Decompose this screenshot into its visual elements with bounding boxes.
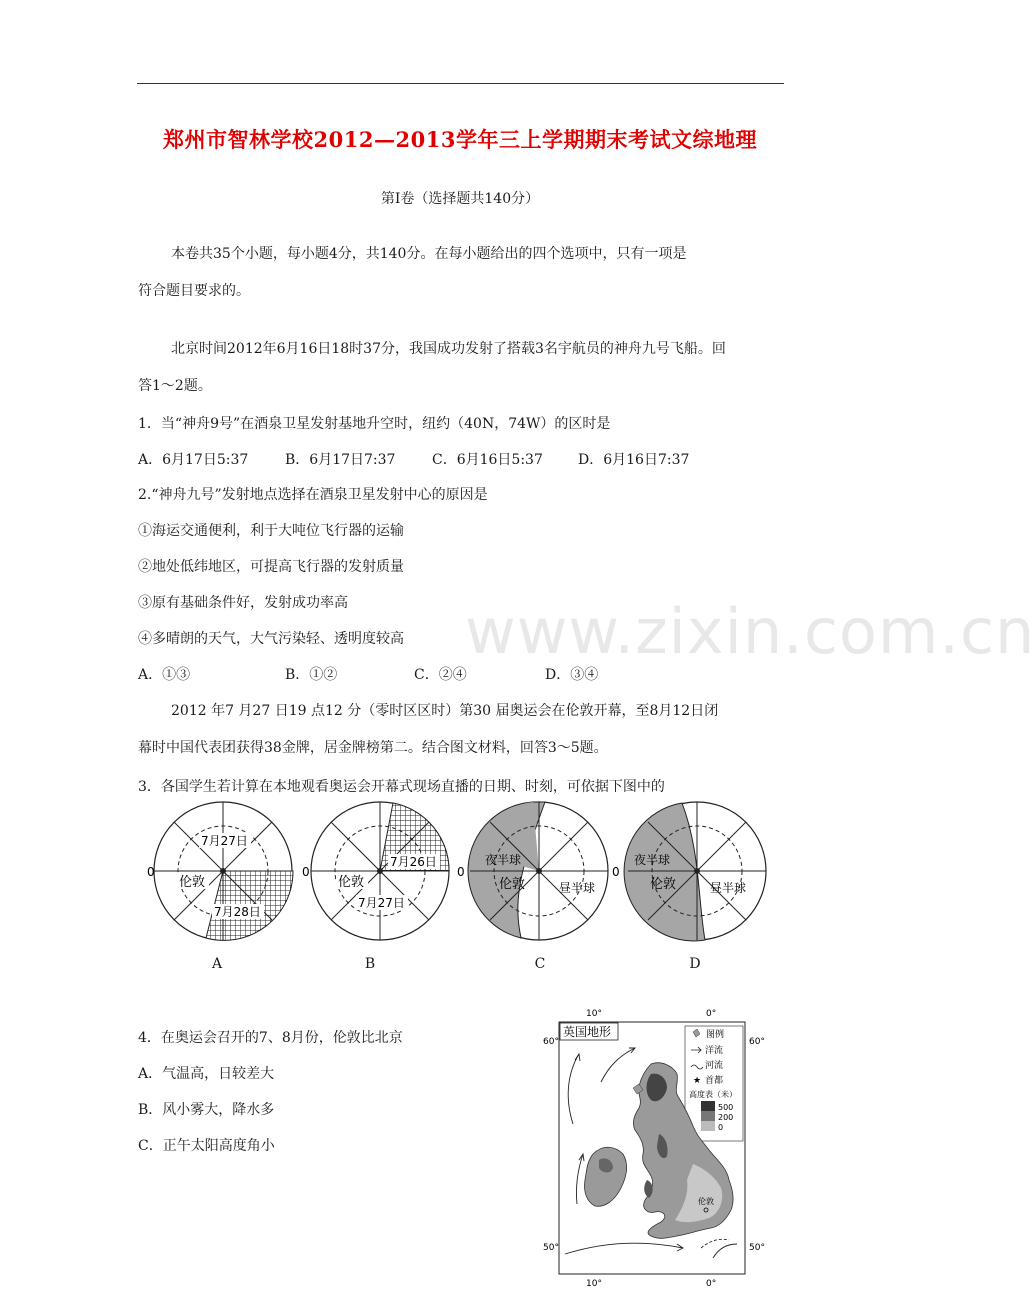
figure-a-bottom-date: 7月28日 [214,905,261,919]
lat-label-50-left: 50° [543,1243,559,1253]
q4-option-b[interactable]: B．风小雾大，降水多 [138,1102,275,1118]
section-subtitle: 第Ⅰ卷（选择题共140分） [380,191,540,207]
figure-b-zero: 0 [302,865,310,879]
q2-option-b[interactable]: B．①② [285,667,338,683]
figure-a-diagram [145,800,305,945]
figure-c-city: 伦敦 [499,877,526,892]
elevation-500: 500 [718,1103,734,1112]
intro-line-2: 符合题目要求的。 [138,283,250,299]
figure-c-zero: 0 [457,865,465,879]
figure-a-city: 伦敦 [179,875,206,890]
lon-label-10w-top: 10° [586,1009,602,1019]
figure-b-diagram [300,800,460,945]
watermark: www.zixin.com.cn [465,595,1035,668]
q2-item-3: ③原有基础条件好，发射成功率高 [138,595,348,611]
legend-river: 河流 [705,1061,724,1071]
figure-d-diagram [610,800,770,945]
figure-d-letter: D [689,956,701,972]
header-rule [137,83,784,84]
question-2-stem: 2.“神舟九号”发射地点选择在酒泉卫星发射中心的原因是 [138,487,488,503]
figure-d-night-label: 夜半球 [634,853,671,867]
figure-d-day-label: 昼半球 [710,881,747,895]
figure-c-day-label: 昼半球 [559,881,596,895]
map-legend [685,1026,743,1141]
lon-label-0-bottom: 0° [706,1279,717,1289]
q2-option-c[interactable]: C．②④ [414,667,467,683]
q1-option-a[interactable]: A．6月17日5:37 [138,452,249,468]
q2-item-4: ④多晴朗的天气，大气污染轻、透明度较高 [138,631,404,647]
passage-2-line-2: 幕时中国代表团获得38金牌，居金牌榜第二。结合图文材料，回答3～5题。 [138,740,608,756]
london-label: 伦敦 [698,1197,714,1206]
figure-a-letter: A [211,956,223,972]
page-title: 郑州市智林学校2012—2013学年三上学期期末考试文综地理 [163,127,757,152]
passage-2-line-1: 2012 年7 月27 日19 点12 分（零时区区时）第30 届奥运会在伦敦开幕，至8月12日闭 [171,703,719,719]
lat-label-60-right: 60° [749,1037,765,1047]
figure-b-letter: B [364,956,376,972]
legend-title: 图例 [706,1030,725,1040]
capital-star-icon: ★ [693,1076,702,1086]
elevation-title: 高度表（米） [689,1090,737,1099]
figure-c-diagram [455,800,615,945]
figure-d-zero: 0 [612,865,620,879]
elevation-0: 0 [718,1123,724,1132]
passage-1-line-1: 北京时间2012年6月16日18时37分，我国成功发射了搭载3名宇航员的神舟九号飞船。回 [171,341,726,357]
figure-d-city: 伦敦 [650,877,677,892]
legend-current: 洋流 [705,1046,724,1056]
uk-topography-map [543,1004,768,1289]
elevation-200: 200 [718,1113,734,1122]
q2-item-1: ①海运交通便利，利于大吨位飞行器的运输 [138,523,404,539]
q1-option-b[interactable]: B．6月17日7:37 [285,452,396,468]
q2-option-d[interactable]: D．③④ [545,667,599,683]
q1-option-d[interactable]: D．6月16日7:37 [578,452,690,468]
intro-line-1: 本卷共35个小题，每小题4分，共140分。在每小题给出的四个选项中，只有一项是 [171,246,687,262]
q1-option-c[interactable]: C．6月16日5:37 [432,452,543,468]
question-1-options [138,449,689,469]
question-4-stem: 4．在奥运会召开的7、8月份，伦敦比北京 [138,1030,403,1046]
figure-b-bottom-date: 7月27日 [358,896,405,910]
lat-label-60-left: 60° [543,1037,559,1047]
figure-c-night-label: 夜半球 [485,853,522,867]
passage-1 [138,331,784,405]
north-pole-dot [220,868,226,874]
question-3-stem: 3．各国学生若计算在本地观看奥运会开幕式现场直播的日期、时刻，可依据下图中的 [138,779,665,795]
q4-option-a[interactable]: A．气温高，日较差大 [138,1066,275,1082]
figure-b-top-date: 7月26日 [390,855,437,869]
q2-option-a[interactable]: A．①③ [138,667,191,683]
q2-item-2: ②地处低纬地区，可提高飞行器的发射质量 [138,559,404,575]
figure-a-top-date: 7月27日 [201,834,248,848]
intro-paragraph [138,236,784,310]
lon-label-10w-bottom: 10° [586,1279,602,1289]
question-1-stem: 1．当“神舟9号”在酒泉卫星发射基地升空时，纽约（40N，74W）的区时是 [138,416,611,432]
lon-label-0-top: 0° [706,1009,717,1019]
figure-b-city: 伦敦 [338,875,365,890]
figure-c-letter: C [534,956,546,972]
q4-option-c[interactable]: C．正午太阳高度角小 [138,1138,275,1154]
passage-1-line-2: 答1～2题。 [138,378,212,394]
legend-capital: 首都 [705,1076,724,1086]
passage-2 [138,693,784,767]
map-title: 英国地形 [563,1025,612,1039]
figure-a-zero: 0 [147,865,155,879]
lat-label-50-right: 50° [749,1243,765,1253]
